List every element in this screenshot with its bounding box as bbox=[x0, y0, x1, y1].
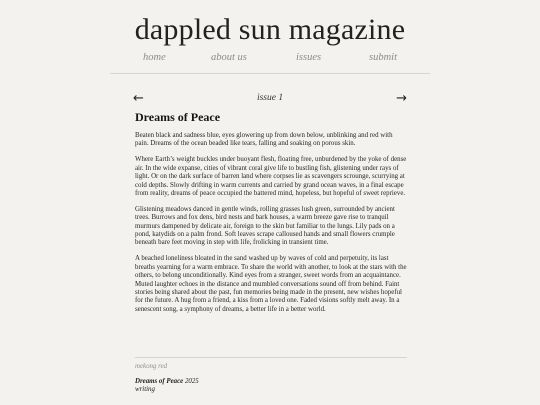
next-arrow-icon[interactable]: → bbox=[396, 91, 407, 106]
nav-issues-link[interactable]: issues bbox=[296, 52, 322, 63]
nav-home-link[interactable]: home bbox=[143, 52, 166, 63]
credit-year: 2025 bbox=[184, 378, 199, 385]
header-divider bbox=[110, 73, 430, 74]
article-paragraph: Where Earth’s weight buckles under buoyant flesh, floating free, unburdened by the yoke of dense air. In the wide expanse, cities of vibrant coral give life to bustling fish, glistening under rays of light. Or on the dark surface of barren land where corpses lie as scavengers scrounge, scurrying at cold depths. Slowly drifting in warm currents and carried by grand ocean waves, in a final escape from reality, dreams of peace occupied the battered mind, hopeless, but hopeful of sweet reprieve. bbox=[135, 156, 407, 197]
nav-about-us-link[interactable]: about us bbox=[211, 52, 247, 63]
article-paragraph: A beached loneliness bloated in the sand washed up by waves of cold and perpetuity, its last breaths yearning for a warm embrace. To share the world with another, to look at the stars with the others, to belong unconditionally. Kind eyes from a stranger, sweet words from an acquaintance. Muted laughter echoes in the distance and mumbled conversations sound off from behind. Faint stories being shared about the past, fun memories being made in the present, new wishes hopeful for the future. A hug from a friend, a kiss from a loved one. Faded visions softly melt away. In a senescent song, a symphony of dreams, a better life in a better world. bbox=[135, 255, 407, 313]
issue-navigation bbox=[133, 92, 407, 108]
site-title[interactable]: dappled sun magazine bbox=[134, 13, 406, 46]
article-credit bbox=[135, 378, 199, 395]
credit-title: Dreams of Peace bbox=[135, 378, 184, 385]
article-paragraph: Glistening meadows danced in gentle winds, rolling grasses lush green, surrounded by ancient trees. Burrows and fox dens, bird nests and bark houses, a warm breeze gave rise to tranquil murmurs dampened by delicate air, foreign to the skin but familiar to the lungs. Lily pads on a pond, katydids on a palm frond. Soft leaves scrape calloused hands and small flowers crumple beneath bare feet moving in step with life, frolicking in transient time. bbox=[135, 205, 395, 247]
nav-submit-link[interactable]: submit bbox=[369, 52, 398, 63]
issue-label: issue 1 bbox=[256, 93, 284, 103]
article-divider bbox=[135, 357, 407, 358]
article bbox=[135, 110, 407, 322]
credit-category: writing bbox=[135, 386, 155, 394]
article-title: Dreams of Peace bbox=[135, 110, 221, 124]
main-nav bbox=[110, 52, 430, 68]
author-name[interactable]: mekong red bbox=[135, 363, 168, 370]
article-paragraph: Beaten black and sadness blue, eyes glowering up from down below, unblinking and red with pain. Dreams of the ocean beaded like tears, falling and soaking on porous skin. bbox=[135, 132, 393, 148]
prev-arrow-icon[interactable]: ← bbox=[133, 91, 144, 106]
